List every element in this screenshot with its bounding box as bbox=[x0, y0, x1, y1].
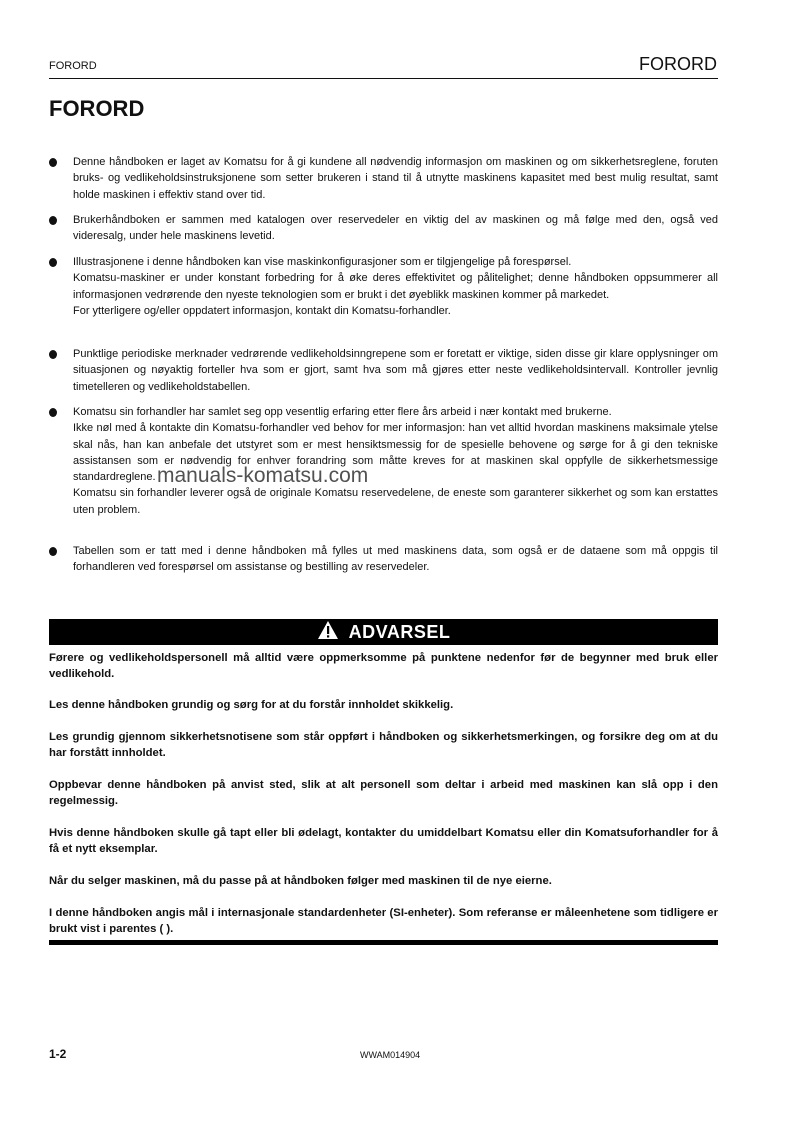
warning-paragraph: Hvis denne håndboken skulle gå tapt eller bli ødelagt, kontakter du umiddelbart Komatsu eller din Komatsuforhandler for å få et nytt eksemplar. bbox=[49, 827, 718, 856]
bullet-item bbox=[49, 154, 718, 203]
warning-paragraph: I denne håndboken angis mål i internasjonale standardenheter (SI-enheter). Som referanse er måleenhetene som tidligere er brukt vist i parentes ( ). bbox=[49, 907, 718, 936]
bullet-text: Punktlige periodiske merknader vedrørende vedlikeholdsinngrepene som er foretatt er viktige, siden disse gir klare opplysninger om situasjonen og nøyaktig forteller hva som er gjort, samt hva som må gjøres etter neste vedlikeholdsintervall. Kontroller jevnlig timetelleren og vedlikeholdstabellen. bbox=[73, 348, 718, 393]
bullet-text: Illustrasjonene i denne håndboken kan vise maskinkonfigurasjoner som er tilgjengelige på forespørsel. bbox=[73, 256, 572, 268]
bullet-text: Komatsu sin forhandler har samlet seg opp vesentlig erfaring etter flere års arbeid i nær kontakt med brukerne. bbox=[73, 406, 612, 418]
bullet-icon bbox=[49, 408, 57, 417]
bullet-icon bbox=[49, 547, 57, 556]
bullet-item bbox=[49, 254, 718, 319]
bullet-text: Komatsu sin forhandler leverer også de originale Komatsu reservedelene, de eneste som garanterer sikkerhet og som kan erstattes uten problem. bbox=[73, 487, 718, 516]
bullet-item bbox=[49, 212, 718, 245]
watermark: manuals-komatsu.com bbox=[157, 464, 369, 487]
bullet-icon bbox=[49, 158, 57, 167]
bullet-icon bbox=[49, 216, 57, 225]
warning-paragraph: Les grundig gjennom sikkerhetsnotisene som står oppført i håndboken og sikkerhetsmerkingen, og forsikre deg om at du har forstått innholdet. bbox=[49, 731, 718, 760]
bullet-text: Denne håndboken er laget av Komatsu for å gi kundene all nødvendig informasjon om maskinen og om sikkerhetsreglene, foruten bruks- og vedlikeholdsinstruksjonene som setter brukeren i stand til å utnytte maskinens kapasitet med best mulig resultat, samt holde maskinen i effektiv stand over tid. bbox=[73, 156, 718, 201]
running-header-left: FORORD bbox=[49, 60, 97, 72]
bullet-text: Tabellen som er tatt med i denne håndboken må fylles ut med maskinens data, som også er de dataene som må oppgis til forhandleren ved forespørsel om assistanse og bestilling av reservedeler. bbox=[73, 545, 718, 574]
bullet-text: For ytterligere og/eller oppdatert informasjon, kontakt din Komatsu-forhandler. bbox=[73, 304, 451, 317]
page-number: 1-2 bbox=[49, 1047, 67, 1061]
bullet-item bbox=[49, 346, 718, 395]
warning-triangle-icon bbox=[317, 620, 339, 645]
warning-paragraph: Oppbevar denne håndboken på anvist sted, slik at alt personell som deltar i arbeid med maskinen kan slå opp i den regelmessig. bbox=[49, 779, 718, 808]
bullet-text: Brukerhåndboken er sammen med katalogen over reservedeler en viktig del av maskinen og må følge med den, også ved videresalg, under hele maskinens levetid. bbox=[73, 214, 718, 243]
bullet-item bbox=[49, 404, 718, 518]
warning-label: ADVARSEL bbox=[348, 621, 451, 642]
warning-paragraph: Når du selger maskinen, må du passe på at håndboken følger med maskinen til de nye eierne. bbox=[49, 875, 552, 887]
bullet-text: Ikke nøl med å kontakte din Komatsu-forhandler ved behov for mer informasjon: han vet alltid hvordan maskinens maksimale ytelse skal nås, han kan anbefale det utstyret som er mest hensiktsmessig for de spesielle behovene og sørge for å gi den tekniske assistansen som er nødvendig for enhver forandring som måtte kreves for at maskinen skal oppfylle de sikkerhetsmessige standardreglene. bbox=[73, 422, 718, 484]
header-divider bbox=[49, 78, 718, 79]
bullet-item bbox=[49, 543, 718, 576]
bullet-text: Komatsu-maskiner er under konstant forbedring for å øke deres effektivitet og pålitelighet; denne håndboken oppsummerer all informasjonen vedrørende den nyeste teknologien som er brukt i det øyeblikk maskinen kommer på markedet. bbox=[73, 272, 718, 301]
bullet-icon bbox=[49, 258, 57, 267]
warning-bottom-rule bbox=[49, 940, 718, 945]
running-header-right: FORORD bbox=[639, 54, 717, 74]
warning-paragraph: Les denne håndboken grundig og sørg for at du forstår innholdet skikkelig. bbox=[49, 699, 454, 711]
warning-paragraph: Førere og vedlikeholdspersonell må alltid være oppmerksomme på punktene nedenfor før de begynner med bruk eller vedlikehold. bbox=[49, 652, 718, 681]
warning-banner bbox=[49, 619, 718, 645]
page-title: FORORD bbox=[49, 96, 145, 121]
document-code: WWAM014904 bbox=[360, 1050, 421, 1060]
bullet-icon bbox=[49, 350, 57, 359]
